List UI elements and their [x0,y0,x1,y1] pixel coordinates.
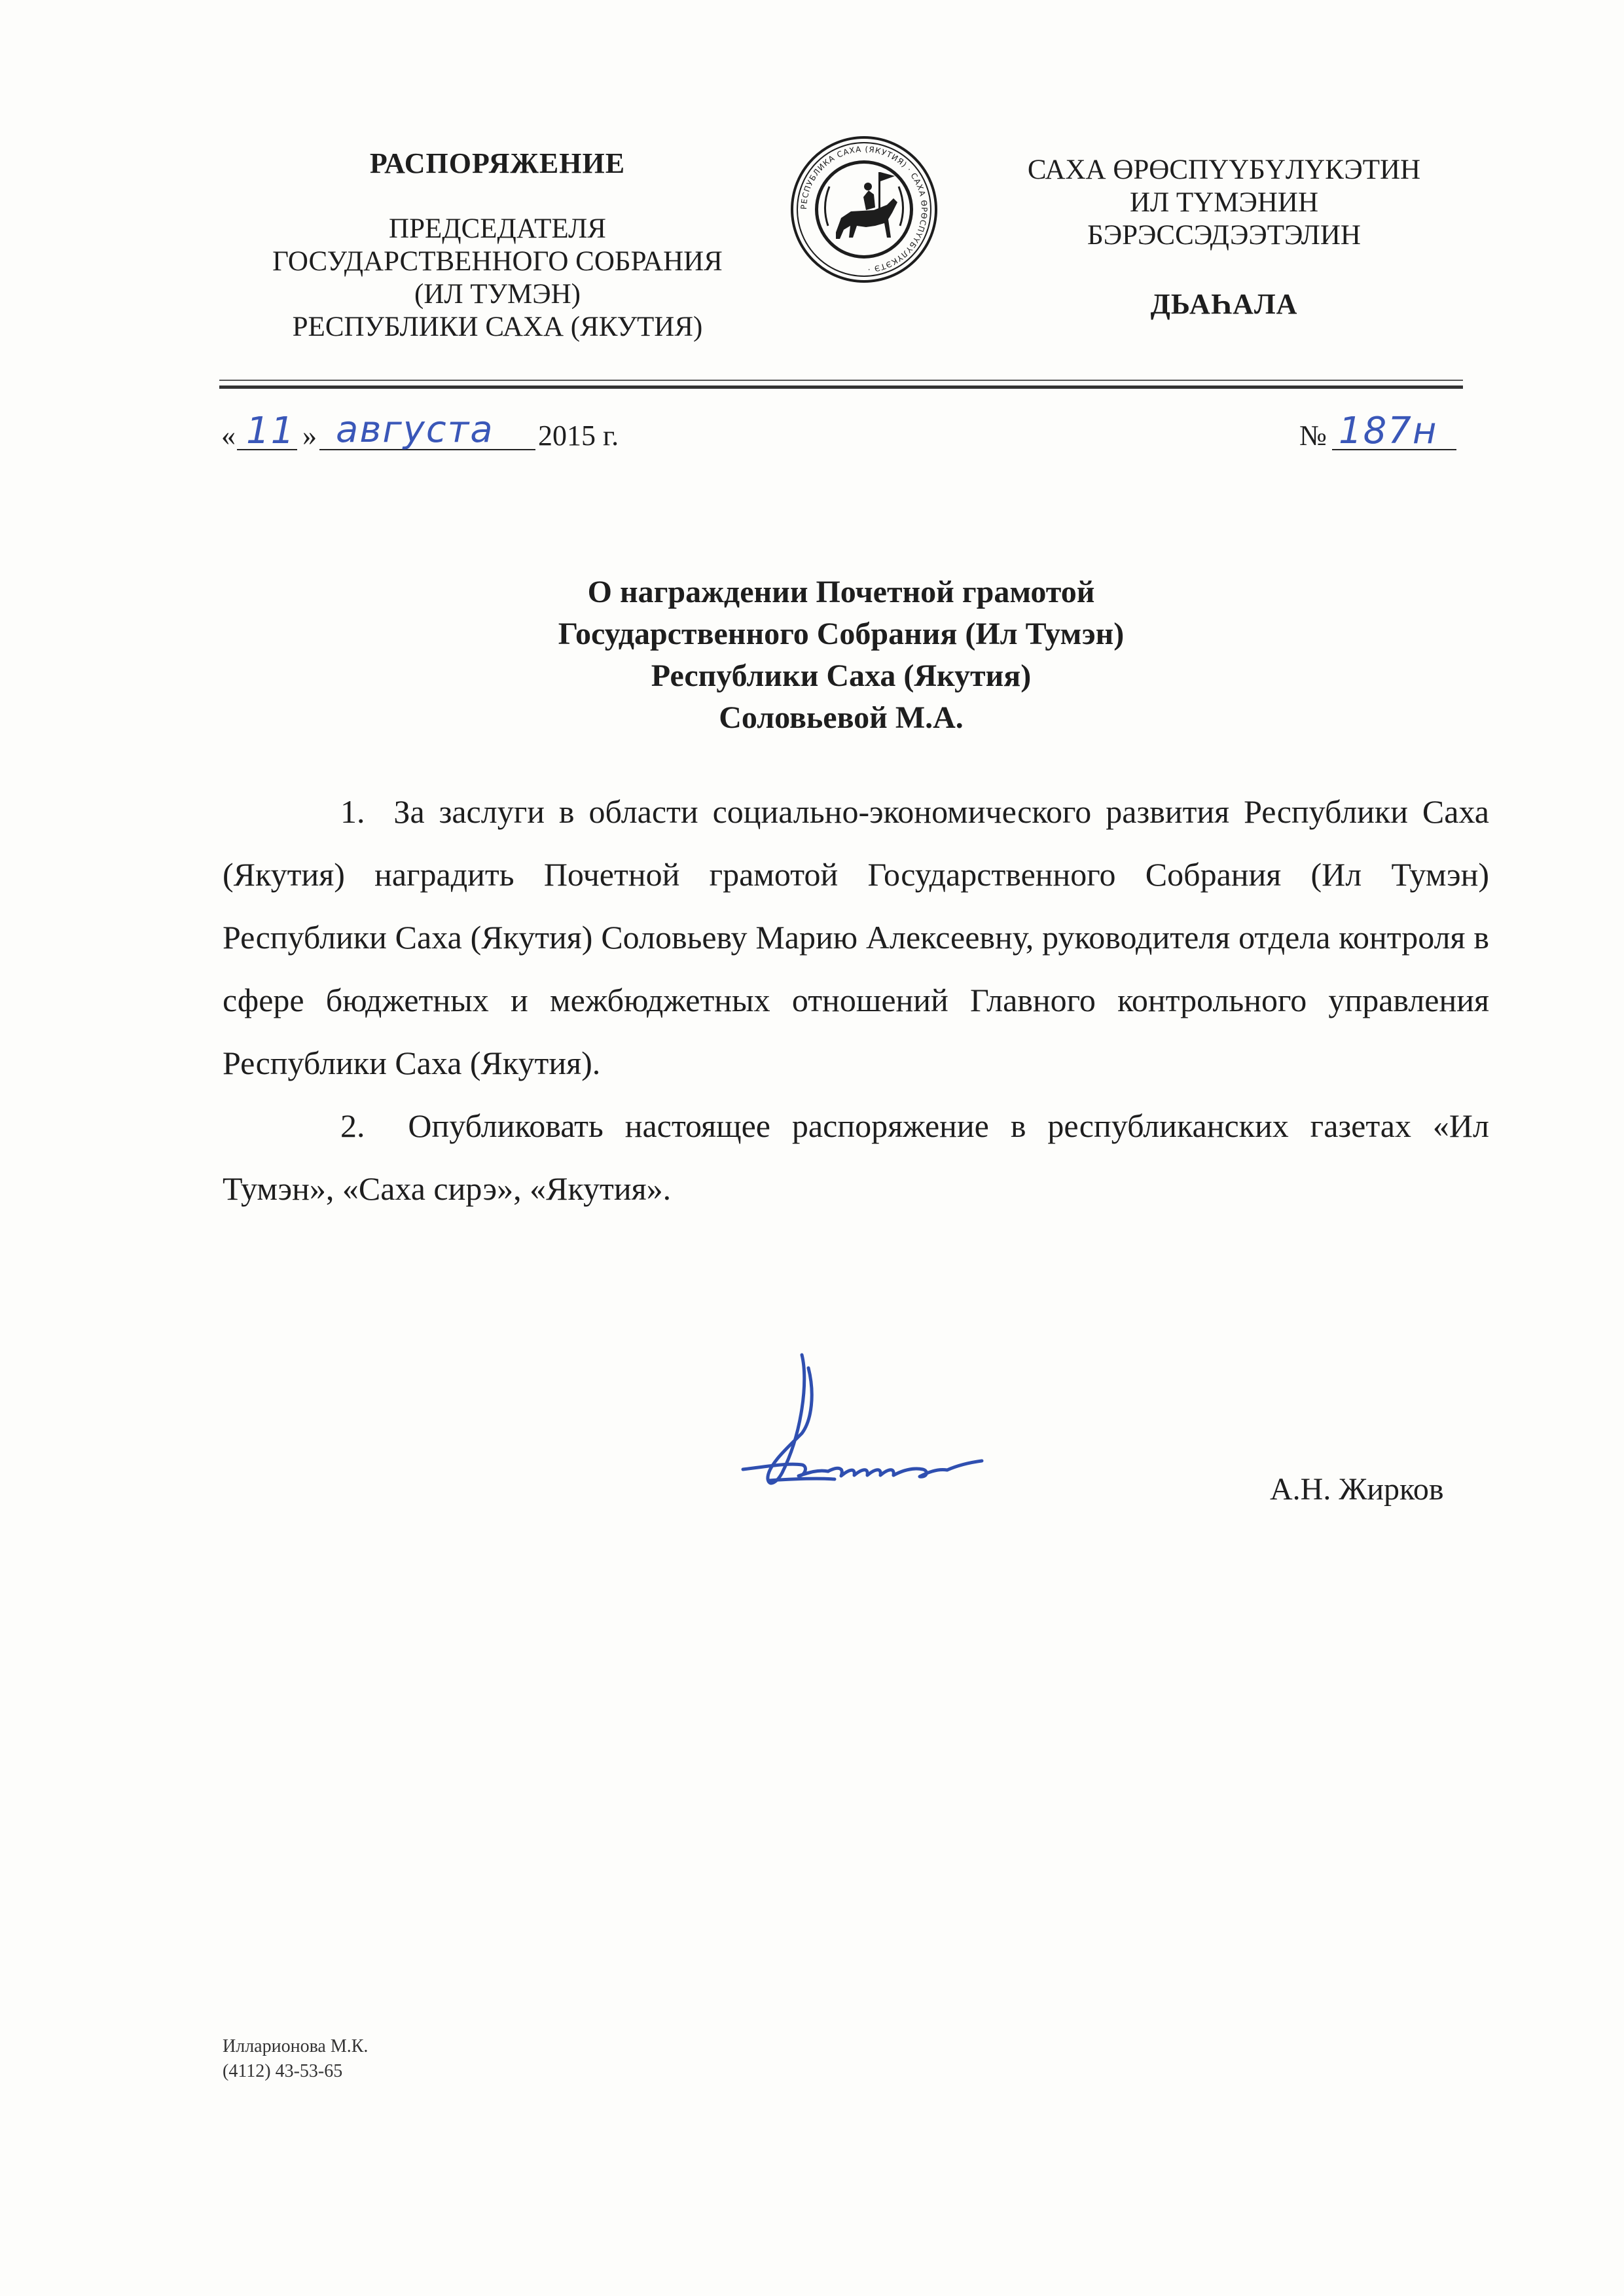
doc-type-russian: РАСПОРЯЖЕНИЕ [369,147,626,179]
date-close-quote: » [302,420,317,452]
executor-phone: (4112) 43-53-65 [223,2061,343,2081]
title-line-1: О награждении Почетной грамотой [587,575,1095,609]
document-body [223,780,1489,1220]
emblem-ring-text: РЕСПУБЛИКА САХА (ЯКУТИЯ) · САХА ӨРӨСПҮҮБҮЛҮКЭТЭ · [799,144,929,274]
date-open-quote: « [221,420,236,452]
issuer-line-1: ПРЕДСЕДАТЕЛЯ [389,213,606,244]
body-paragraph-1: 1. За заслуги в области социально-экономического развития Республики Саха (Якутия) наградить Почетной грамотой Государственного Собрания (Ил Тумэн) Республики Саха (Якутия) Соловьеву Марию Алексеевну, руководителя отдела контроля в сфере бюджетных и межбюджетных отношений Главного контрольного управления Республики Саха (Якутия). [223,793,1489,1081]
title-line-2: Государственного Собрания (Ил Тумэн) [558,617,1125,651]
number-handwritten: 187н [1339,410,1438,452]
doc-type-sakha: ДЬАҺАЛА [1150,288,1298,320]
date-month-handwritten: августа [336,408,494,451]
body-paragraph-2: 2. Опубликовать настоящее распоряжение в республиканских газетах «Ил Тумэн», «Саха сирэ», «Якутия». [223,1107,1489,1207]
signer-name: А.Н. Жирков [1270,1472,1444,1507]
executor-info [223,2034,368,2084]
date-year: 2015 г. [538,420,619,452]
document-number [1299,411,1470,457]
executor-name: Илларионова М.К. [223,2036,369,2056]
handwritten-signature [704,1342,1031,1512]
issuer-sakha-line-3: БЭРЭССЭДЭЭТЭЛИН [1087,220,1361,251]
date-day-handwritten: 11 [246,410,296,452]
header-left-block [203,147,792,344]
issuer-sakha-line-1: САХА ӨРӨСПҮҮБҮЛҮКЭТИН [1027,154,1421,185]
sakha-republic-emblem-icon [789,134,939,285]
issuer-line-2: ГОСУДАРСТВЕННОГО СОБРАНИЯ [272,246,723,277]
number-sign: № [1299,420,1327,452]
issuer-line-3: (ИЛ ТУМЭН) [414,279,581,310]
header-right-block [956,154,1492,321]
header-divider-thin [219,380,1463,381]
issuer-line-4: РЕСПУБЛИКИ САХА (ЯКУТИЯ) [292,312,703,342]
issuer-sakha-line-2: ИЛ ТҮМЭНИН [1129,187,1319,218]
title-line-4: Соловьевой М.А. [719,700,964,735]
header-divider-thick [219,386,1463,389]
document-title [219,571,1463,739]
title-line-3: Республики Саха (Якутия) [651,658,1032,693]
